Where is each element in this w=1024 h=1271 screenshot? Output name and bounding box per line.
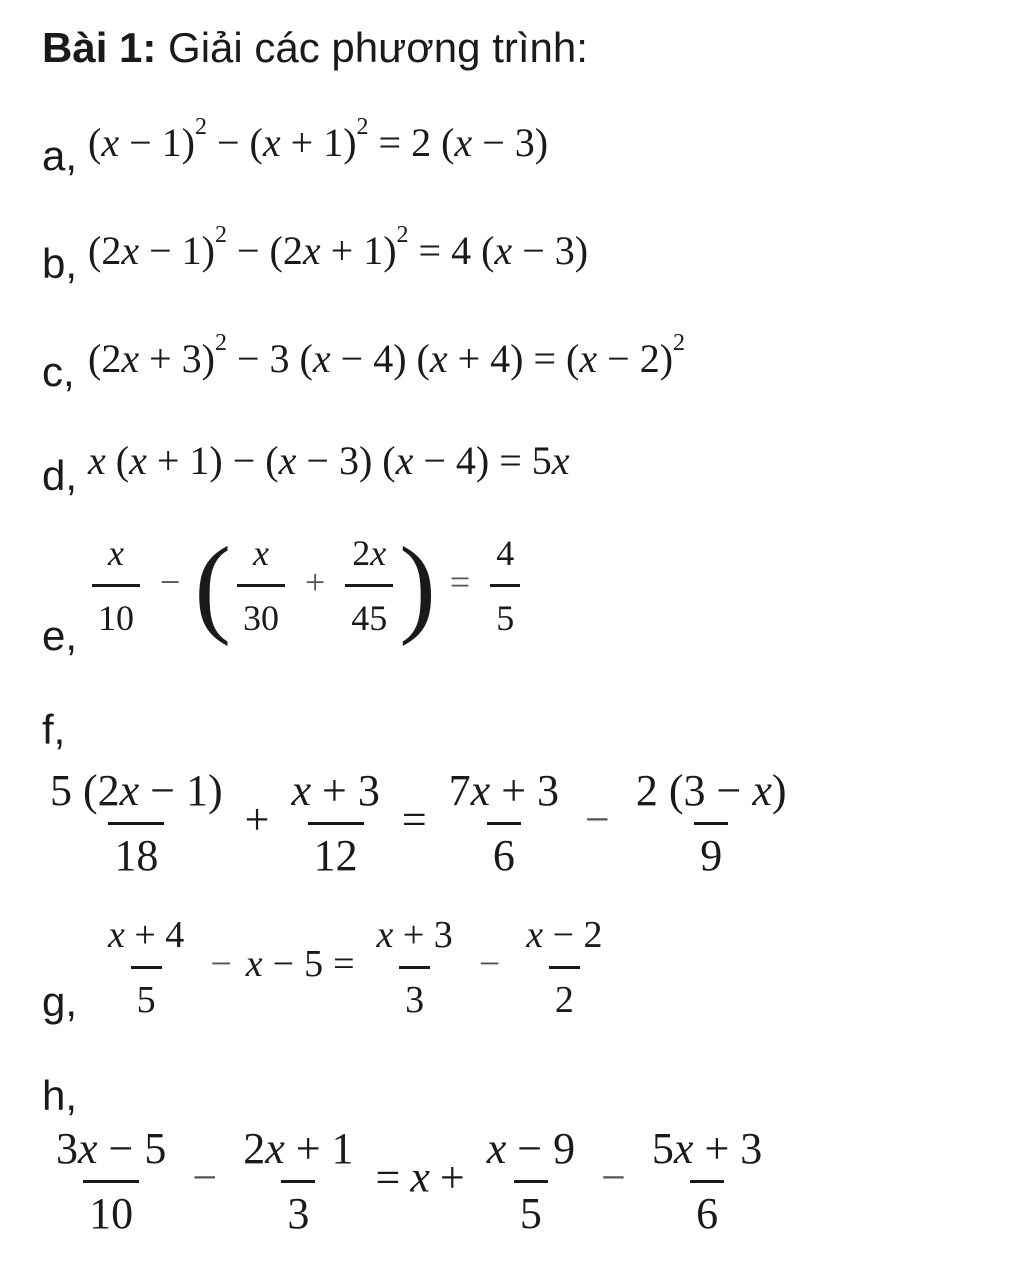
item-label-f: f,: [42, 706, 66, 753]
item-label-h: h,: [42, 1072, 78, 1119]
item-label-a: a,: [42, 132, 78, 179]
item-label-e: e,: [42, 612, 78, 659]
item-label-b: b,: [42, 240, 78, 287]
title-bold: Bài 1:: [42, 24, 157, 71]
page-title: [42, 22, 588, 74]
item-label-d: d,: [42, 452, 78, 499]
equation-h: $\frac{3x - 5}{10}$ − $\frac{2x + 1}{3}$ = x + $\frac{x - 9}{5}$ − $\frac{5x + 3}{6}$: [56, 1124, 763, 1238]
item-label-c: c,: [42, 348, 75, 395]
title-text: Giải các phương trình:: [156, 24, 588, 71]
item-label-g: g,: [42, 978, 78, 1025]
equation-f: $\frac{5 (2x - 1)}{18}$ + $\frac{x + 3}{12}$ = $\frac{7x + 3}{6}$ − $\frac{2 (3 - x)}{9}$: [50, 766, 787, 880]
equation-a: $(x - 1)^2 - (x + 1)^2 = 2$ (x − 3): [88, 114, 549, 165]
equation-d: x (x + 1) − (x − 3) (x − 4) = 5x: [88, 438, 570, 483]
equation-b: $(2x - 1)^2 - (2x + 1)^2 = 4$ (x − 3): [88, 222, 589, 273]
equation-g: $\frac{x + 4}{5}$ − x − 5 = $\frac{x + 3}{3}$ − $\frac{x - 2}{2}$: [96, 910, 615, 1025]
equation-e: $\frac{x}{10}$ − ( $\frac{x}{30}$ + $\frac{2x}{45}$ ) = $\frac{4}{5}$: [86, 528, 526, 643]
equation-c: $(2x + 3)^2 - 3$ (x − 4) $(x + 4) = (x - 2)^2$: [88, 330, 686, 381]
